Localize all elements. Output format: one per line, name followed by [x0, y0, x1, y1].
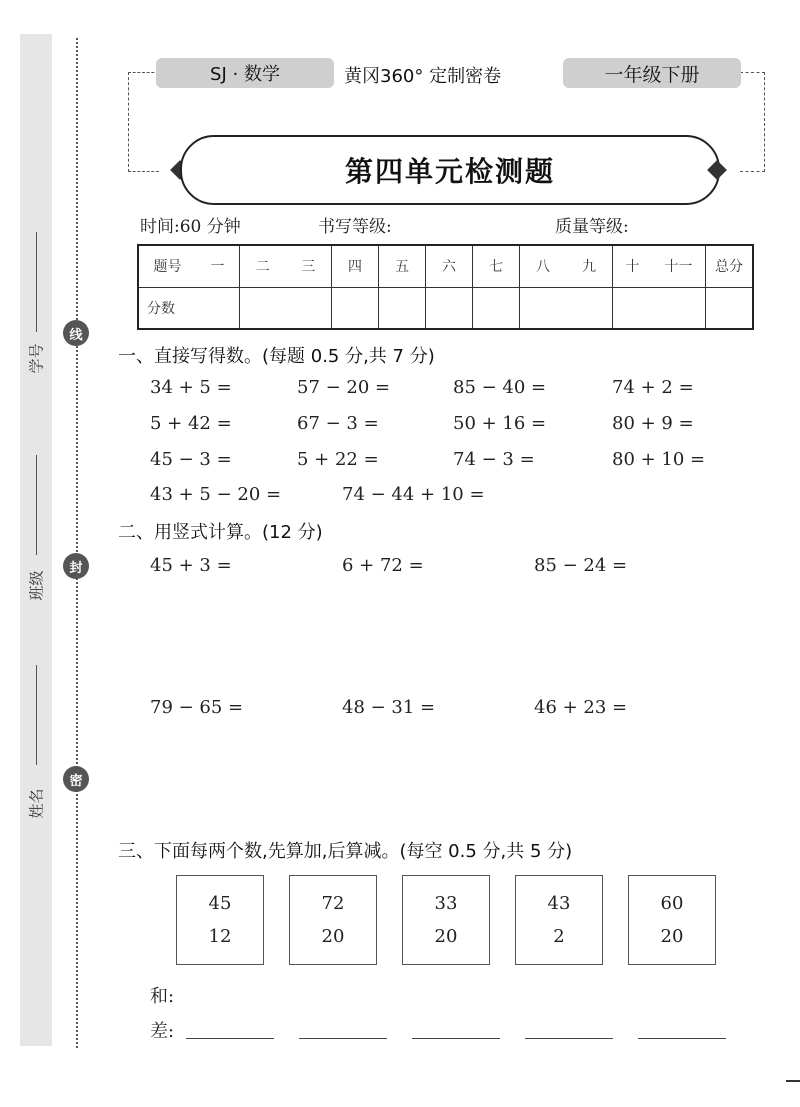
number-b: 20 — [321, 926, 345, 947]
equation: 85 − 40 = — [453, 377, 547, 398]
fold-dotted-line — [76, 38, 78, 1048]
grade-pill: 一年级下册 — [563, 58, 741, 88]
equation: 34 + 5 = — [150, 377, 232, 398]
seal-mi: 密 — [63, 766, 89, 792]
equation: 74 − 44 + 10 = — [342, 484, 485, 505]
number-pair-box — [628, 875, 716, 965]
number-b: 20 — [434, 926, 458, 947]
difference-answer-line[interactable] — [525, 1038, 613, 1039]
table-cell: 九 — [582, 259, 596, 276]
table-cell: 四 — [332, 245, 379, 287]
section3-heading: 三、下面每两个数,先算加,后算减。(每空 0.5 分,共 5 分) — [118, 841, 573, 862]
equation: 80 + 10 = — [612, 449, 706, 470]
score-row — [138, 287, 753, 329]
number-a: 72 — [321, 893, 345, 914]
number-b: 2 — [553, 926, 565, 947]
class-label: 班级 — [27, 570, 46, 601]
difference-answer-line[interactable] — [299, 1038, 387, 1039]
score-input-cell[interactable] — [613, 287, 706, 329]
score-input-cell[interactable] — [473, 287, 520, 329]
score-row-label: 分数 — [138, 287, 240, 329]
table-header-label: 题号 — [153, 259, 182, 276]
class-line — [36, 455, 37, 555]
table-cell: 总分 — [706, 245, 754, 287]
table-cell: 一 — [210, 259, 225, 276]
sum-label: 和: — [150, 986, 175, 1007]
equation: 5 + 42 = — [150, 413, 232, 434]
equation: 45 − 3 = — [150, 449, 232, 470]
seal-xian: 线 — [63, 320, 89, 346]
equation: 74 − 3 = — [453, 449, 535, 470]
equation: 57 − 20 = — [297, 377, 391, 398]
equation: 48 − 31 = — [342, 697, 436, 718]
difference-answer-line[interactable] — [186, 1038, 274, 1039]
equation: 74 + 2 = — [612, 377, 694, 398]
equation: 85 − 24 = — [534, 555, 628, 576]
section1-heading: 一、直接写得数。(每题 0.5 分,共 7 分) — [118, 346, 435, 367]
number-b: 12 — [208, 926, 232, 947]
number-b: 20 — [660, 926, 684, 947]
number-pair-box — [402, 875, 490, 965]
number-a: 33 — [434, 893, 458, 914]
right-dashed-connector — [740, 72, 765, 172]
series-name: 黄冈360° 定制密卷 — [344, 66, 502, 87]
difference-label: 差: — [150, 1021, 175, 1042]
page-corner-mark — [786, 1080, 800, 1082]
table-cell: 二 — [255, 259, 270, 276]
left-dashed-connector — [128, 72, 159, 172]
number-a: 60 — [660, 893, 684, 914]
score-table — [137, 244, 754, 330]
equation: 67 − 3 = — [297, 413, 379, 434]
equation: 45 + 3 = — [150, 555, 232, 576]
number-a: 43 — [547, 893, 571, 914]
question-number-row — [138, 245, 753, 287]
student-id-label: 学号 — [27, 343, 46, 374]
table-cell: 十 — [625, 259, 640, 276]
title-banner — [180, 135, 720, 205]
table-cell: 十一 — [664, 259, 693, 276]
time-label: 时间:60 分钟 — [140, 217, 241, 237]
score-input-cell[interactable] — [706, 287, 754, 329]
writing-grade-label: 书写等级: — [318, 217, 392, 237]
score-input-cell[interactable] — [240, 287, 332, 329]
section2-heading: 二、用竖式计算。(12 分) — [118, 522, 323, 543]
number-pair-box — [515, 875, 603, 965]
number-pair-box — [289, 875, 377, 965]
score-input-cell[interactable] — [379, 287, 426, 329]
score-input-cell[interactable] — [426, 287, 473, 329]
score-input-cell[interactable] — [520, 287, 613, 329]
table-cell: 八 — [536, 259, 550, 276]
equation: 50 + 16 = — [453, 413, 547, 434]
equation: 43 + 5 − 20 = — [150, 484, 282, 505]
difference-answer-line[interactable] — [412, 1038, 500, 1039]
table-cell: 三 — [301, 259, 316, 276]
quality-grade-label: 质量等级: — [555, 217, 629, 237]
table-cell: 六 — [426, 245, 473, 287]
name-line — [36, 665, 37, 765]
page-title: 第四单元检测题 — [344, 155, 555, 188]
student-id-line — [36, 232, 37, 332]
seal-feng: 封 — [63, 553, 89, 579]
equation: 6 + 72 = — [342, 555, 424, 576]
number-pair-box — [176, 875, 264, 965]
table-cell: 七 — [473, 245, 520, 287]
equation: 46 + 23 = — [534, 697, 628, 718]
subject-pill: SJ · 数学 — [156, 58, 334, 88]
equation: 5 + 22 = — [297, 449, 379, 470]
equation: 79 − 65 = — [150, 697, 244, 718]
equation: 80 + 9 = — [612, 413, 694, 434]
table-cell: 五 — [379, 245, 426, 287]
name-label: 姓名 — [27, 788, 46, 819]
number-a: 45 — [208, 893, 232, 914]
score-input-cell[interactable] — [332, 287, 379, 329]
difference-answer-line[interactable] — [638, 1038, 726, 1039]
